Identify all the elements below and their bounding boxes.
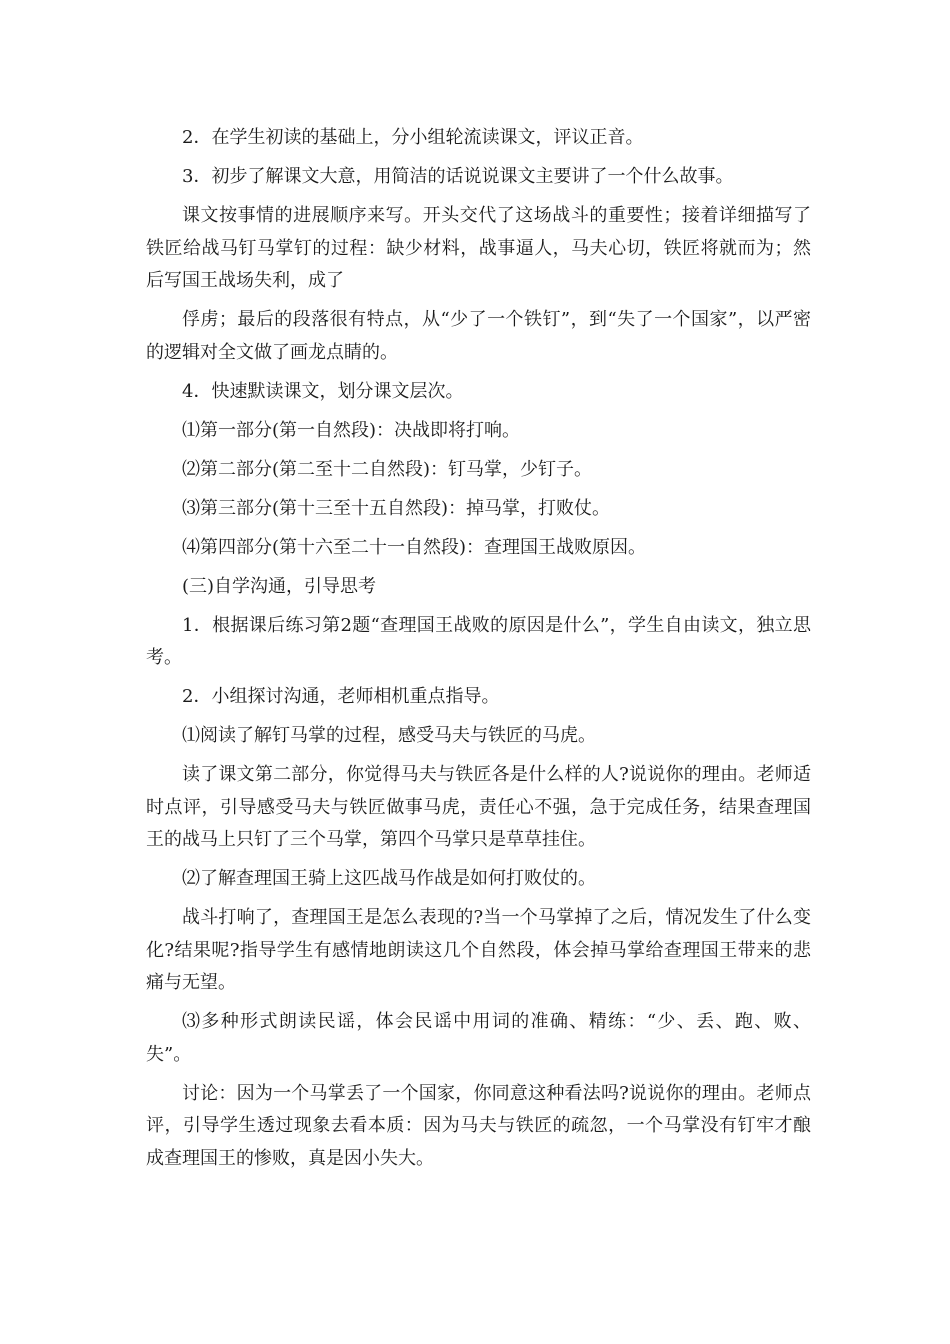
document-page <box>146 122 811 1182</box>
paragraph-9: ⑷第四部分(第十六至二十一自然段)：查理国王战败原因。 <box>182 536 647 558</box>
paragraph-15: ⑵了解查理国王骑上这匹战马作战是如何打败仗的。 <box>182 868 596 889</box>
paragraph-2: 3．初步了解课文大意，用简洁的话说说课文主要讲了一个什么故事。 <box>182 166 734 187</box>
paragraph-1: 2．在学生初读的基础上，分小组轮流读课文，评议正音。 <box>182 127 644 148</box>
paragraph-11: 1．根据课后练习第2题“查理国王战败的原因是什么”，学生自由读文，独立思考。 <box>146 614 811 668</box>
paragraph-13: ⑴阅读了解钉马掌的过程，感受马夫与铁匠的马虎。 <box>182 725 596 746</box>
paragraph-3: 课文按事情的进展顺序来写。开头交代了这场战斗的重要性；接着详细描写了铁匠给战马钉马掌钉的过程：缺少材料，战事逼人，马夫心切，铁匠将就而为；然后写国王战场失利，成了 <box>146 205 811 291</box>
paragraph-12: 2．小组探讨沟通，老师相机重点指导。 <box>182 686 500 707</box>
paragraph-14: 读了课文第二部分，你觉得马夫与铁匠各是什么样的人?说说你的理由。老师适时点评，引导感受马夫与铁匠做事马虎，责任心不强，急于完成任务，结果查理国王的战马上只钉了三个马掌，第四个马掌只是草草挂住。 <box>146 764 811 850</box>
paragraph-10: (三)自学沟通，引导思考 <box>182 575 377 597</box>
paragraph-7: ⑵第二部分(第二至十二自然段)：钉马掌，少钉子。 <box>182 458 593 480</box>
paragraph-17: ⑶多种形式朗读民谣，体会民谣中用词的准确、精练：“少、丢、跑、败、失”。 <box>146 1011 811 1065</box>
paragraph-18: 讨论：因为一个马掌丢了一个国家，你同意这种看法吗?说说你的理由。老师点评，引导学生透过现象去看本质：因为马夫与铁匠的疏忽，一个马掌没有钉牢才酿成查理国王的惨败，真是因小失大。 <box>146 1082 811 1169</box>
paragraph-16: 战斗打响了，查理国王是怎么表现的?当一个马掌掉了之后，情况发生了什么变化?结果呢?指导学生有感情地朗读这几个自然段，体会掉马掌给查理国王带来的悲痛与无望。 <box>146 907 811 993</box>
paragraph-4: 俘虏；最后的段落很有特点，从“少了一个铁钉”，到“失了一个国家”，以严密的逻辑对全文做了画龙点睛的。 <box>146 309 811 363</box>
paragraph-8: ⑶第三部分(第十三至十五自然段)：掉马掌，打败仗。 <box>182 497 611 519</box>
paragraph-6: ⑴第一部分(第一自然段)：决战即将打响。 <box>182 419 521 441</box>
paragraph-5: 4．快速默读课文，划分课文层次。 <box>182 380 464 402</box>
